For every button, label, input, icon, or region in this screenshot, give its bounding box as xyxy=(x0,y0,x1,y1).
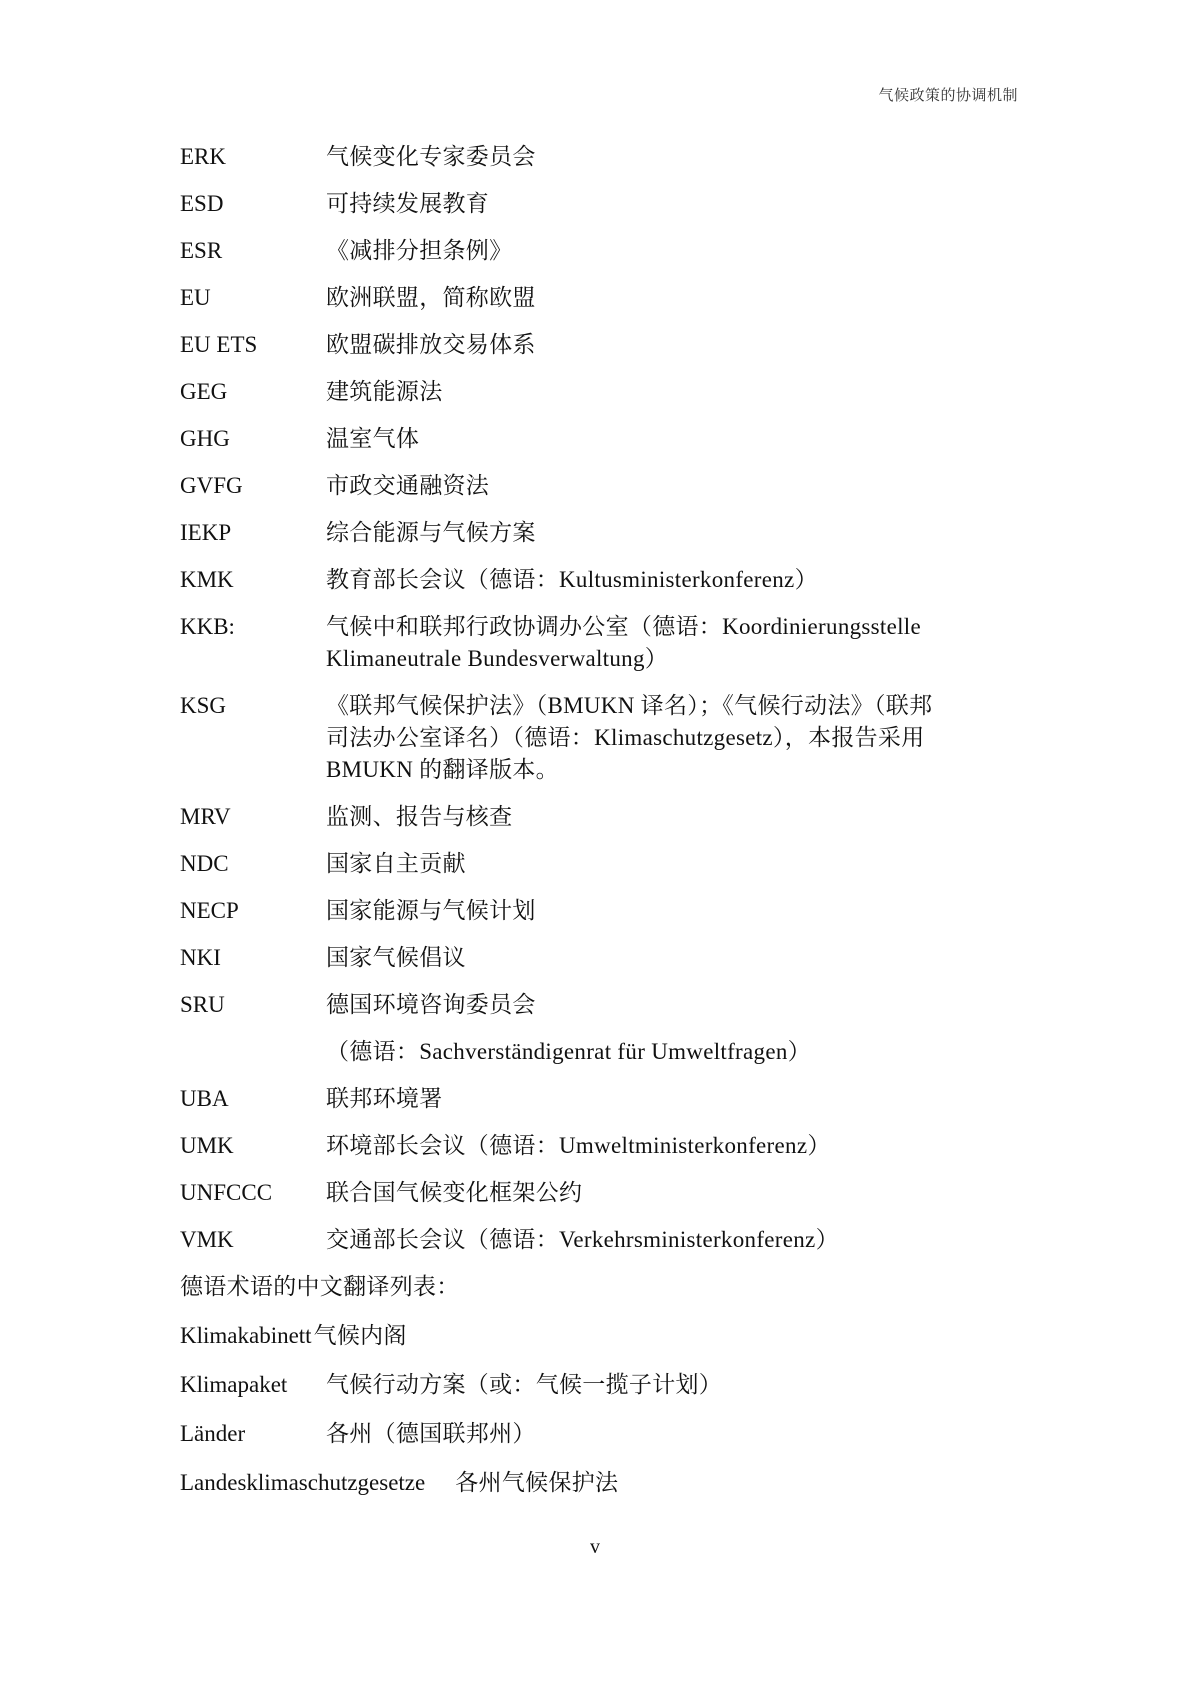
term-translation: 气候行动方案（或：气候一揽子计划） xyxy=(326,1372,723,1397)
abbr-definition xyxy=(326,801,1020,833)
definition-line: 联邦环境署 xyxy=(326,1086,443,1111)
definition-line: 联合国气候变化框架公约 xyxy=(326,1180,583,1205)
abbr-definition xyxy=(326,611,1020,675)
abbr-code: ERK xyxy=(180,144,226,169)
abbr-definition xyxy=(326,1083,1020,1115)
definition-line: 综合能源与气候方案 xyxy=(326,520,536,545)
abbreviation-list xyxy=(180,141,1020,1516)
abbr-code: NECP xyxy=(180,898,239,923)
abbr-definition xyxy=(326,895,1020,927)
abbr-definition xyxy=(326,564,1020,596)
abbr-row-kmk xyxy=(180,564,1020,596)
abbr-row-eu xyxy=(180,282,1020,314)
abbr-row-geg xyxy=(180,376,1020,408)
abbr-code: NKI xyxy=(180,945,221,970)
abbr-definition xyxy=(326,141,1020,173)
term-row-laender xyxy=(180,1418,1020,1450)
abbr-code: IEKP xyxy=(180,520,232,545)
abbr-code: SRU xyxy=(180,992,225,1017)
abbr-row-kkb xyxy=(180,611,1020,675)
abbr-definition xyxy=(326,1177,1020,1209)
abbr-row-umk xyxy=(180,1130,1020,1162)
running-header: 气候政策的协调机制 xyxy=(878,88,1018,104)
abbr-code: KKB: xyxy=(180,614,235,639)
abbr-code: GVFG xyxy=(180,473,243,498)
abbr-definition xyxy=(326,848,1020,880)
definition-line: 交通部长会议（德语：Verkehrsministerkonferenz） xyxy=(326,1227,839,1252)
german-term: Landesklimaschutzgesetze xyxy=(180,1470,426,1495)
abbr-definition xyxy=(326,690,1020,786)
abbr-code: UNFCCC xyxy=(180,1180,273,1205)
definition-line: 温室气体 xyxy=(326,426,420,451)
abbr-definition xyxy=(326,423,1020,455)
abbr-code: UMK xyxy=(180,1133,234,1158)
abbr-code: KMK xyxy=(180,567,234,592)
abbr-row-nki xyxy=(180,942,1020,974)
definition-line: 市政交通融资法 xyxy=(326,473,490,498)
abbr-definition xyxy=(326,1130,1020,1162)
abbr-code: ESD xyxy=(180,191,224,216)
term-row-klimapaket xyxy=(180,1369,1020,1401)
abbr-row-vmk xyxy=(180,1224,1020,1256)
abbr-row-erk xyxy=(180,141,1020,173)
definition-line: 环境部长会议（德语：Umweltministerkonferenz） xyxy=(326,1133,831,1158)
abbr-row-iekp xyxy=(180,517,1020,549)
abbr-row-ghg xyxy=(180,423,1020,455)
term-row-klimakabinett xyxy=(180,1320,1020,1352)
abbr-row-ndc xyxy=(180,848,1020,880)
abbr-row-ksg xyxy=(180,690,1020,786)
definition-line: （德语：Sachverständigenrat für Umweltfragen） xyxy=(326,1039,811,1064)
abbr-definition xyxy=(326,517,1020,549)
abbr-row-necp xyxy=(180,895,1020,927)
abbr-row-eu-ets xyxy=(180,329,1020,361)
definition-line: Klimaneutrale Bundesverwaltung） xyxy=(326,646,669,671)
definition-line: 监测、报告与核查 xyxy=(326,804,513,829)
abbr-definition xyxy=(326,188,1020,220)
abbr-definition xyxy=(326,329,1020,361)
definition-line: 德国环境咨询委员会 xyxy=(326,992,536,1017)
definition-line: 《减排分担条例》 xyxy=(326,238,513,263)
definition-line: 气候中和联邦行政协调办公室（德语：Koordinierungsstelle xyxy=(326,614,922,639)
abbr-row-uba xyxy=(180,1083,1020,1115)
definition-line: 欧盟碳排放交易体系 xyxy=(326,332,536,357)
definition-line: 国家自主贡献 xyxy=(326,851,466,876)
abbr-code: KSG xyxy=(180,693,227,718)
abbr-row-sru-continuation xyxy=(180,1036,1020,1068)
abbr-definition xyxy=(326,1036,1020,1068)
abbr-definition xyxy=(326,376,1020,408)
definition-line: 《联邦气候保护法》（BMUKN 译名）；《气候行动法》（联邦 xyxy=(326,693,933,718)
abbr-row-unfccc xyxy=(180,1177,1020,1209)
abbr-row-gvfg xyxy=(180,470,1020,502)
definition-line: 可持续发展教育 xyxy=(326,191,490,216)
german-term: Länder xyxy=(180,1421,246,1446)
abbr-code: EU ETS xyxy=(180,332,258,357)
abbr-row-sru xyxy=(180,989,1020,1021)
definition-line: BMUKN 的翻译版本。 xyxy=(326,757,559,782)
abbr-definition xyxy=(326,1224,1020,1256)
definition-line: 司法办公室译名）（德语：Klimaschutzgesetz），本报告采用 xyxy=(326,725,925,750)
abbr-code: UBA xyxy=(180,1086,229,1111)
abbr-row-esr xyxy=(180,235,1020,267)
abbr-definition xyxy=(326,942,1020,974)
definition-line: 气候变化专家委员会 xyxy=(326,144,536,169)
abbr-definition xyxy=(326,235,1020,267)
german-term: Klimapaket xyxy=(180,1372,288,1397)
german-term: Klimakabinett xyxy=(180,1323,312,1348)
abbr-code: NDC xyxy=(180,851,229,876)
page-number: v xyxy=(590,1536,600,1558)
definition-line: 国家能源与气候计划 xyxy=(326,898,536,923)
abbr-definition xyxy=(326,470,1020,502)
definition-line: 国家气候倡议 xyxy=(326,945,466,970)
abbr-definition xyxy=(326,282,1020,314)
abbr-code: MRV xyxy=(180,804,231,829)
abbr-code: ESR xyxy=(180,238,223,263)
abbr-row-esd xyxy=(180,188,1020,220)
definition-line: 欧洲联盟，简称欧盟 xyxy=(326,285,536,310)
abbr-code: VMK xyxy=(180,1227,234,1252)
abbr-definition xyxy=(326,989,1020,1021)
abbr-row-mrv xyxy=(180,801,1020,833)
definition-line: 建筑能源法 xyxy=(326,379,443,404)
abbr-code: GHG xyxy=(180,426,230,451)
term-row-landesklimaschutzgesetze xyxy=(180,1467,1020,1499)
definition-line: 教育部长会议（德语：Kultusministerkonferenz） xyxy=(326,567,818,592)
german-terms-heading: 德语术语的中文翻译列表： xyxy=(180,1274,460,1299)
term-translation: 各州气候保护法 xyxy=(455,1470,619,1495)
abbr-code: GEG xyxy=(180,379,228,404)
term-translation: 各州（德国联邦州） xyxy=(326,1421,536,1446)
abbr-code: EU xyxy=(180,285,211,310)
term-translation: 气候内阁 xyxy=(313,1323,407,1348)
